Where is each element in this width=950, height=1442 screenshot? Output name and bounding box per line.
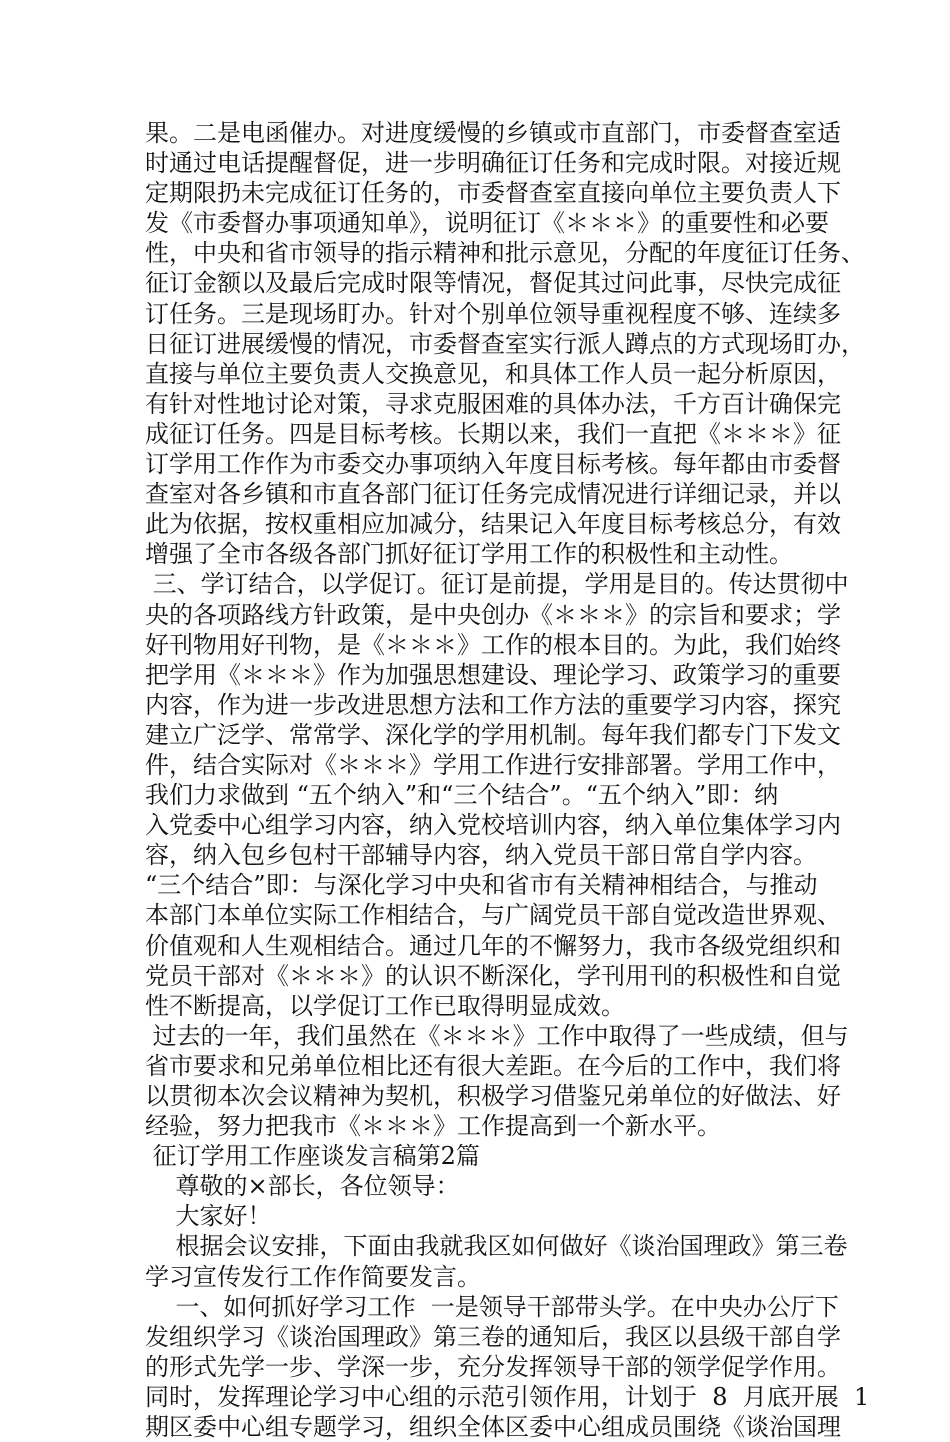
text-line: 订学用工作作为市委交办事项纳入年度目标考核。每年都由市委督 (145, 450, 841, 479)
text-line: 以贯彻本次会议精神为契机，积极学习借鉴兄弟单位的好做法、好 (145, 1082, 841, 1110)
text-line: 三、学订结合，以学促订。征订是前提，学用是目的。传达贯彻中 (145, 570, 849, 599)
text-line: 省市要求和兄弟单位相比还有很大差距。在今后的工作中，我们将 (145, 1051, 841, 1080)
text-line: 有针对性地讨论对策，寻求克服困难的具体办法，千方百计确保完 (145, 389, 841, 418)
text-line: 本部门本单位实际工作相结合，与广阔党员干部自觉改造世界观、 (145, 901, 841, 930)
text-line: 党员干部对《＊＊＊》的认识不断深化，学刊用刊的积极性和自觉 (145, 961, 841, 990)
text-line: 央的各项路线方针政策，是中央创办《＊＊＊》的宗旨和要求；学 (145, 600, 841, 629)
text-line: 期区委中心组专题学习，组织全体区委中心组成员围绕《谈治国理 (145, 1413, 841, 1442)
text-line: 征订金额以及最后完成时限等情况，督促其过问此事，尽快完成征 (145, 269, 841, 298)
text-line: “三个结合”即：与深化学习中央和省市有关精神相结合，与推动 (145, 871, 818, 900)
text-line: 我们力求做到 “五个纳入”和“三个结合”。“五个纳入”即：纳 (145, 781, 779, 810)
text-line: 订任务。三是现场盯办。针对个别单位领导重视程度不够、连续多 (145, 299, 841, 328)
text-line: 尊敬的×部长，各位领导： (145, 1172, 460, 1201)
text-line: 同时，发挥理论学习中心组的示范引领作用，计划于 8 月底开展 1 (145, 1382, 870, 1411)
text-line: 好刊物用好刊物，是《＊＊＊》工作的根本目的。为此，我们始终 (145, 630, 841, 659)
text-line: 一、如何抓好学习工作 一是领导干部带头学。在中央办公厅下 (145, 1292, 839, 1321)
text-line: 征订学用工作座谈发言稿第2篇 (145, 1142, 480, 1171)
text-line: 此为依据，按权重相应加减分，结果记入年度目标考核总分，有效 (145, 510, 841, 539)
text-line: 直接与单位主要负责人交换意见，和具体工作人员一起分析原因， (145, 359, 841, 388)
text-line: 果。二是电函催办。对进度缓慢的乡镇或市直部门，市委督查室适 (145, 119, 841, 147)
text-line: 查室对各乡镇和市直各部门征订任务完成情况进行详细记录，并以 (145, 480, 841, 509)
text-line: 性不断提高，以学促订工作已取得明显成效。 (145, 991, 625, 1020)
text-line: 价值观和人生观相结合。通过几年的不懈努力，我市各级党组织和 (145, 931, 841, 960)
text-line: 入党委中心组学习内容，纳入党校培训内容，纳入单位集体学习内 (145, 811, 841, 840)
text-line: 件，结合实际对《＊＊＊》学用工作进行安排部署。学用工作中， (145, 750, 841, 779)
text-line: 的形式先学一步、学深一步，充分发挥领导干部的领学促学作用。 (145, 1352, 841, 1381)
text-line: 学习宣传发行工作作简要发言。 (145, 1262, 481, 1291)
text-line: 建立广泛学、常常学、深化学的学用机制。每年我们都专门下发文 (145, 720, 841, 749)
text-line: 定期限扔未完成征订任务的，市委督查室直接向单位主要负责人下 (145, 179, 841, 208)
text-line: 发组织学习《谈治国理政》第三卷的通知后，我区以县级干部自学 (145, 1322, 841, 1351)
text-line: 过去的一年，我们虽然在《＊＊＊》工作中取得了一些成绩，但与 (145, 1021, 849, 1050)
document-body (145, 118, 870, 1442)
text-line: 增强了全市各级各部门抓好征订学用工作的积极性和主动性。 (145, 540, 793, 569)
text-line: 容，纳入包乡包村干部辅导内容，纳入党员干部日常自学内容。 (145, 841, 817, 870)
text-line: 根据会议安排，下面由我就我区如何做好《谈治国理政》第三卷 (145, 1232, 848, 1261)
text-line: 把学用《＊＊＊》作为加强思想建设、理论学习、政策学习的重要 (145, 660, 841, 689)
text-line: 发《市委督办事项通知单》，说明征订《＊＊＊》的重要性和必要 (145, 209, 829, 238)
text-line: 时通过电话提醒督促，进一步明确征订任务和完成时限。对接近规 (145, 149, 841, 178)
text-line: 内容，作为进一步改进思想方法和工作方法的重要学习内容，探究 (145, 690, 841, 719)
text-line: 经验，努力把我市《＊＊＊》工作提高到一个新水平。 (145, 1112, 721, 1141)
text-line: 日征订进展缓慢的情况，市委督查室实行派人蹲点的方式现场盯办， (145, 329, 865, 358)
text-line: 成征订任务。四是目标考核。长期以来，我们一直把《＊＊＊》征 (145, 419, 841, 448)
text-line: 大家好！ (145, 1202, 272, 1231)
text-line: 性，中央和省市领导的指示精神和批示意见，分配的年度征订任务、 (145, 239, 865, 268)
